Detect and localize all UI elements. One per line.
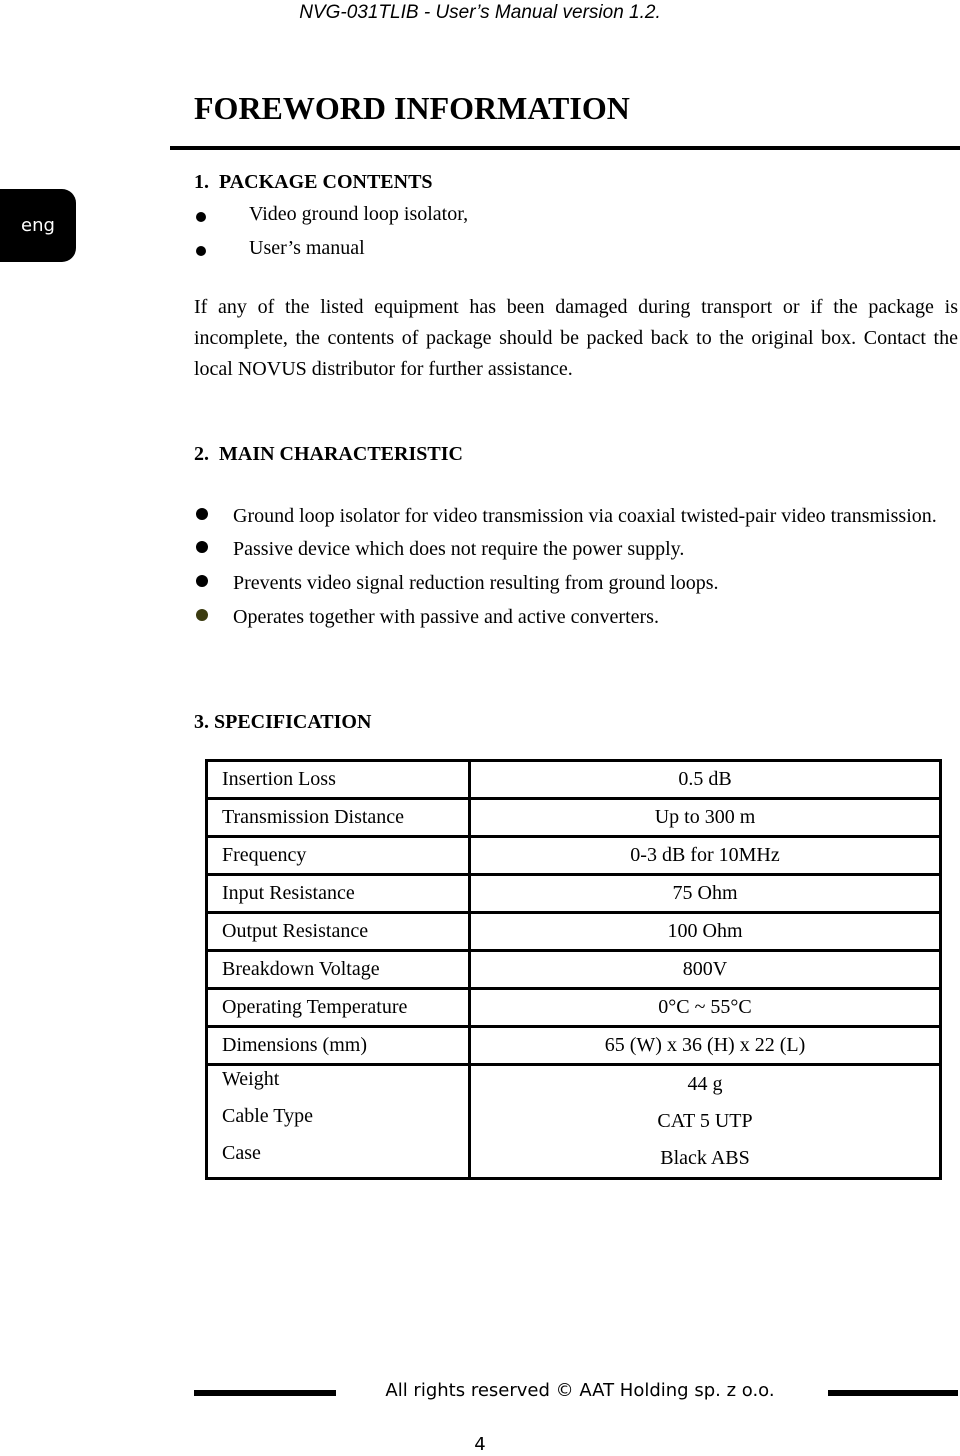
package-note-paragraph: If any of the listed equipment has been damaged during transport or if the package is incomplete, the contents of package should be packed back to the original box. Contact the local NOVUS distributor for further assistance. bbox=[194, 296, 958, 380]
page-title: FOREWORD INFORMATION bbox=[194, 90, 630, 126]
list-item-text: Ground loop isolator for video transmission via coaxial twisted-pair video transmission. bbox=[233, 505, 937, 527]
spec-name: Weight bbox=[207, 1065, 470, 1104]
page-number: 4 bbox=[474, 1434, 486, 1455]
spec-value: CAT 5 UTP bbox=[657, 1110, 753, 1132]
language-tab bbox=[0, 189, 76, 262]
section-heading-main-characteristic: 2. MAIN CHARACTERISTIC bbox=[194, 443, 463, 465]
footer-rule-left bbox=[194, 1390, 336, 1396]
list-item bbox=[196, 203, 896, 237]
spec-value: 65 (W) x 36 (H) x 22 (L) bbox=[470, 1027, 941, 1065]
list-item-text: Passive device which does not require the power supply. bbox=[233, 538, 685, 560]
spec-value: 800V bbox=[470, 951, 941, 989]
list-item bbox=[196, 237, 896, 271]
list-item bbox=[196, 603, 958, 631]
bullet-icon bbox=[196, 609, 208, 621]
table-row bbox=[207, 799, 941, 837]
list-item-text: Operates together with passive and active converters. bbox=[233, 606, 659, 628]
bullet-icon bbox=[196, 575, 208, 587]
spec-name: Case bbox=[207, 1140, 470, 1179]
header-rule bbox=[170, 146, 960, 150]
bullet-icon bbox=[196, 212, 206, 222]
spec-name: Input Resistance bbox=[207, 875, 470, 913]
table-row bbox=[207, 761, 941, 799]
spec-name: Dimensions (mm) bbox=[207, 1027, 470, 1065]
package-contents-list bbox=[196, 203, 896, 271]
table-row bbox=[207, 1103, 941, 1140]
table-row bbox=[207, 875, 941, 913]
section-heading-package-contents: 1. PACKAGE CONTENTS bbox=[194, 171, 433, 193]
spec-name: Frequency bbox=[207, 837, 470, 875]
table-row bbox=[207, 1140, 941, 1179]
section-heading-specification: 3. SPECIFICATION bbox=[194, 711, 372, 733]
spec-value: 0.5 dB bbox=[470, 761, 941, 799]
spec-name: Operating Temperature bbox=[207, 989, 470, 1027]
bullet-icon bbox=[196, 246, 206, 256]
list-item-text: User’s manual bbox=[249, 237, 365, 259]
spec-name: Cable Type bbox=[207, 1103, 470, 1140]
spec-value: Up to 300 m bbox=[470, 799, 941, 837]
spec-name: Transmission Distance bbox=[207, 799, 470, 837]
bullet-icon bbox=[196, 508, 208, 520]
table-row bbox=[207, 1027, 941, 1065]
specification-table bbox=[205, 759, 942, 1180]
footer-rule-right bbox=[828, 1390, 958, 1396]
table-row bbox=[207, 1065, 941, 1104]
list-item bbox=[196, 535, 958, 563]
spec-value: 100 Ohm bbox=[470, 913, 941, 951]
list-item-text: Prevents video signal reduction resulting from ground loops. bbox=[233, 572, 719, 594]
characteristics-list bbox=[196, 502, 958, 631]
table-row bbox=[207, 913, 941, 951]
spec-value: 44 g bbox=[687, 1073, 723, 1095]
table-row bbox=[207, 989, 941, 1027]
spec-value: 75 Ohm bbox=[470, 875, 941, 913]
spec-value: Black ABS bbox=[660, 1147, 750, 1169]
list-item bbox=[196, 502, 958, 530]
list-item bbox=[196, 569, 958, 597]
spec-value: 0°C ~ 55°C bbox=[470, 989, 941, 1027]
spec-name: Insertion Loss bbox=[207, 761, 470, 799]
spec-name: Output Resistance bbox=[207, 913, 470, 951]
page-header: NVG-031TLIB - User’s Manual version 1.2. bbox=[299, 2, 661, 23]
table-row bbox=[207, 837, 941, 875]
footer-copyright: All rights reserved © AAT Holding sp. z o.o. bbox=[385, 1380, 775, 1401]
spec-value: 0-3 dB for 10MHz bbox=[470, 837, 941, 875]
list-item-text: Video ground loop isolator, bbox=[249, 203, 469, 225]
bullet-icon bbox=[196, 541, 208, 553]
table-row bbox=[207, 951, 941, 989]
language-tab-label: eng bbox=[21, 215, 55, 236]
spec-name: Breakdown Voltage bbox=[207, 951, 470, 989]
